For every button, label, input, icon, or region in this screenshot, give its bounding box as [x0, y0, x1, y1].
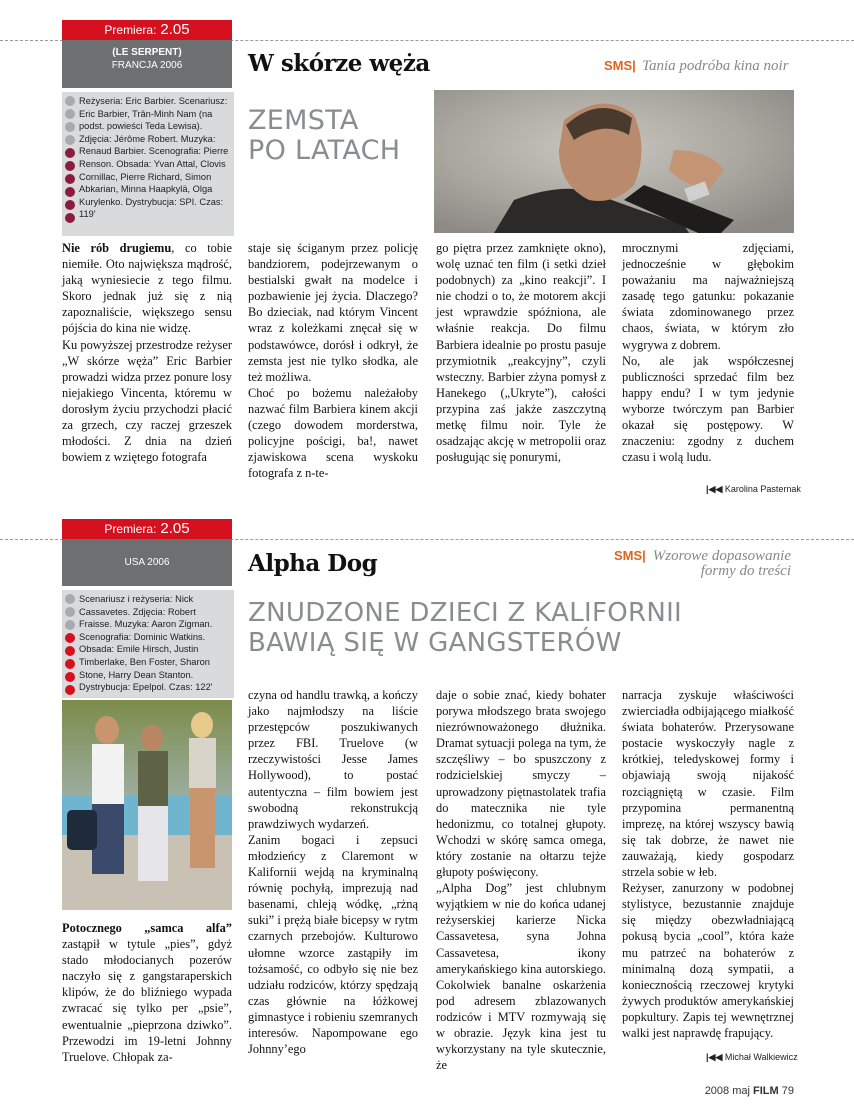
lead-in: Potocznego „samca alfa” — [62, 921, 232, 935]
rating-dot — [65, 174, 75, 184]
rating-dots — [65, 594, 75, 698]
rating-dots — [65, 96, 75, 226]
credits-box — [62, 92, 234, 236]
rating-dot — [65, 109, 75, 119]
article-column — [62, 920, 232, 1065]
paragraph: No, ale jak współczesnej publiczności sprzedać film bez happy endu? I w tym jedynie wyborze twórczym pan Barbier okazał się postępowy. W znaczeniu: zgodny z duchem czasu i wolą ludu. — [622, 353, 794, 465]
rating-dot — [65, 122, 75, 132]
headline — [248, 106, 400, 166]
paragraph: zastąpił w tytule „pies”, gdyż stado młodocianych pozerów naczyło się z gangstaraperskich klipów, że do bliźniego wypada zwracać się tylko per „psie”, ewentualnie „pieprzona dziwko”. Przewodzi im 19-letni Johnny Truelove. Chłopak za- — [62, 937, 232, 1064]
credits-box — [62, 590, 234, 698]
paragraph: narracja zyskuje właściwości zwierciadła odbijającego miałkość świata bohaterów. Przerysowane postacie wyskoczyły nagle z krótkiej, teledyskowej formy i objawiają swoją nijakość rozciągniętą w czasie. Film przypomina permanentną imprezę, na której wszyscy bawią się tak dobrze, że nawet nie zauważają, kiedy gospodarz strzela sobie w łeb. — [622, 688, 794, 880]
paragraph: daje o sobie znać, kiedy bohater porywa młodszego brata swojego niezrównoważonego dłużnika. Dramat sytuacji polega na tym, że szczęśliwy – bo spuszczony z rodzicielskiej smyczy – uprowadzony piętnastolatek trafia do matecznika nie tyle hedonizmu, co totalnej głupoty. Wchodzi w skórę samca omega, który zostanie na ołtarzu tejże głupoty poświęcony. — [436, 688, 606, 880]
premiere-badge: Premiera: 2.05 — [62, 519, 232, 539]
magazine-name: FILM — [753, 1085, 779, 1097]
film-info-box — [62, 539, 232, 586]
rating-dot — [65, 685, 75, 695]
author-arrow-icon: |◀◀ — [706, 1052, 723, 1062]
article-column — [622, 687, 794, 1041]
author-name: Michał Walkiewicz — [724, 1052, 798, 1062]
rating-dot — [65, 96, 75, 106]
paragraph: czyna od handlu trawką, a kończy jako najmłodszy na liście przestępców poszukiwanych przez FBI. Truelove (w rzeczywistości Jesse James Hollywood), to postać autentyczna – film bowiem jest swobodną rekonstrukcją prawdziwych wydarzeń. — [248, 688, 418, 831]
sms-verdict: Tania podróba kina noir — [642, 58, 789, 74]
paragraph: Choć po bożemu należałoby nazwać film Barbiera kinem akcji (czego dowodem morderstwa, policyjne pościgi, ba!, nawet zjawiskowa scena wyskoku fotografa z n-te- — [248, 385, 418, 481]
article-column — [248, 240, 418, 481]
film-origin: FRANCJA 2006 — [111, 60, 183, 71]
rating-dot — [65, 135, 75, 145]
headline-line: ZNUDZONE DZIECI Z KALIFORNII — [248, 598, 683, 628]
sms-verdict — [636, 549, 791, 579]
rating-dot — [65, 633, 75, 643]
rating-dot — [65, 620, 75, 630]
rating-dot — [65, 646, 75, 656]
rating-dot — [65, 187, 75, 197]
credits-text: Scenariusz i reżyseria: Nick Cassavetes. Zdjęcia: Robert Fraisse. Muzyka: Aaron Zigman. Scenografia: Dominic Watkins. Obsada: Emile Hirsch, Justin Timberlake, Ben Foster, Sharon Stone, Harry Dean Stanton. Dystrybucja: Epelpol. Czas: 122' — [79, 594, 213, 693]
rating-dot — [65, 594, 75, 604]
author-name: Karolina Pasternak — [724, 484, 801, 494]
paragraph: , co tobie niemiłe. Oto największa mądrość, jaką wyniesiecie z tego filmu. Skoro jednak już się z nią zapoznaliście, większego sensu pójścia do kina nie widzę. — [62, 241, 232, 336]
article-column — [436, 240, 606, 465]
paragraph: staje się ściganym przez policję bandziorem, podejrzewanym o bestialski gwałt na modelce i pozbawienie jej życia. Dlaczego? Bo dzieciak, nad którym Vincent wraz z koleżkami znęcał się w podstawówce, dorósł i odkrył, że zemsta jest nie tylko słodka, ale też możliwa. — [248, 241, 418, 384]
paragraph: „Alpha Dog” jest chlubnym wyjątkiem w nie do końca udanej reżyserskiej karierze Nicka Cassavetesa, syna Johna Cassavetesa, ikony amerykańskiego kina autorskiego. Cokolwiek banalne oskarżenia pod adresem zblazowanych rodziców i MTV rozmywają się w obrazie. Język kina jest tu wykorzystany na tyle skutecznie, że — [436, 881, 606, 1073]
paragraph: go piętra przez zamknięte okno), wolę uznać ten film (i setki dzieł podobnych) za „kino reakcji”. I nie chodzi o to, że motorem akcji jest wprawdzie spóźniona, ale właśnie reakcja. Do filmu Barbiera idealnie po prostu pasuje przymiotnik „reakcyjny”, czyli wsteczny. Barbier zżyna pomysł z Hanekego („Ukryte”), całości przypina zaś jakże zaszczytną metkę filmu noir. Tyle że osadzając akcję w metropolii oraz posługując się ponurymi, — [436, 241, 606, 465]
lead-in: Nie rób drugiemu — [62, 241, 172, 255]
sms-label: SMS| — [614, 548, 646, 563]
paragraph: Zanim bogaci i zepsuci młodzieńcy z Claremont w Kalifornii wejdą na kryminalną równię pochyłą, imprezują nad basenami, chleją wódkę, „rżną suki” i prężą białe bicepsy w rytm czarnych przebojów. Kulturowo ułomne wzorce zastąpiły im tożsamość, co odbyło się nie bez udziału rodziców, którzy spędzają czas głównie na łóżkowej gimnastyce i robieniu szemranych interesów. Napompowane ego Johnny’ego — [248, 832, 418, 1057]
page-footer — [705, 1085, 794, 1097]
film-title: Alpha Dog — [248, 550, 378, 577]
rating-dot — [65, 148, 75, 158]
sms-label: SMS| — [604, 58, 636, 73]
film-still-photo — [62, 700, 232, 910]
article-column — [248, 687, 418, 1057]
headline-line: PO LATACH — [248, 135, 401, 166]
issue-date: 2008 maj — [704, 1085, 750, 1097]
original-title: (LE SERPENT) — [112, 47, 182, 58]
headline — [248, 598, 682, 658]
credits-text: Reżyseria: Eric Barbier. Scenariusz: Eric Barbier, Trân-Minh Nam (na podst. powieści Teda Lewisa). Zdjęcia: Jérôme Robert. Muzyka: Renaud Barbier. Scenografia: Pierre Renson. Obsada: Yvan Attal, Clovis Cornillac, Pierre Richard, Simon Abkarian, Minna Haapkylä, Olga Kurylenko. Dystrybucja: SPI. Czas: 119' — [79, 96, 229, 220]
rating-dot — [65, 200, 75, 210]
rating-dot — [65, 213, 75, 223]
film-still-photo — [434, 90, 794, 233]
rating-dot — [65, 607, 75, 617]
film-title: W skórze węża — [248, 50, 430, 77]
paragraph: Reżyser, zanurzony w podobnej stylistyce, bezustannie znajduje się między obezwładniającą pokusą bycia „cool”, która każe mu patrzeć na bohaterów z minimalną dozą sympatii, a koniecznością rzeczowej krytyki żywych produktów amerykańskiej popkultury. Zapis tej wewnętrznej walki jest naprawdę frapujący. — [622, 881, 794, 1040]
rating-dot — [65, 161, 75, 171]
page-number: 79 — [781, 1085, 794, 1097]
article-column — [62, 240, 232, 465]
paragraph: Ku powyższej przestrodze reżyser „W skórze węża” Eric Barbier prowadzi widza przez ponure losy niejakiego Vincenta, któremu w dorosłym życiu przychodzi płacić za grzech, czy raczej grzeszek młodości. Z dnia na dzień bowiem z wziętego fotografa — [62, 337, 232, 465]
film-origin: USA 2006 — [124, 557, 170, 568]
rating-dot — [65, 672, 75, 682]
article-column — [622, 240, 794, 465]
verdict-line: Wzorowe dopasowanie — [652, 548, 791, 564]
film-info-box — [62, 40, 232, 88]
author-signature — [706, 484, 801, 495]
article-column — [436, 687, 606, 1073]
premiere-badge: Premiera: 2.05 — [62, 20, 232, 40]
headline-line: ZEMSTA — [248, 105, 359, 136]
verdict-line: formy do treści — [700, 563, 791, 579]
rating-dot — [65, 659, 75, 669]
headline-line: BAWIĄ SIĘ W GANGSTERÓW — [248, 628, 622, 658]
paragraph: mrocznymi zdjęciami, jednocześnie w głębokim poważaniu ma najważniejszą zasadę tego gatunku: pokazanie świata zdominowanego przez chaos, świata, w którym zło wygrywa z dobrem. — [622, 241, 794, 352]
author-signature — [706, 1052, 798, 1063]
author-arrow-icon: |◀◀ — [706, 484, 723, 494]
